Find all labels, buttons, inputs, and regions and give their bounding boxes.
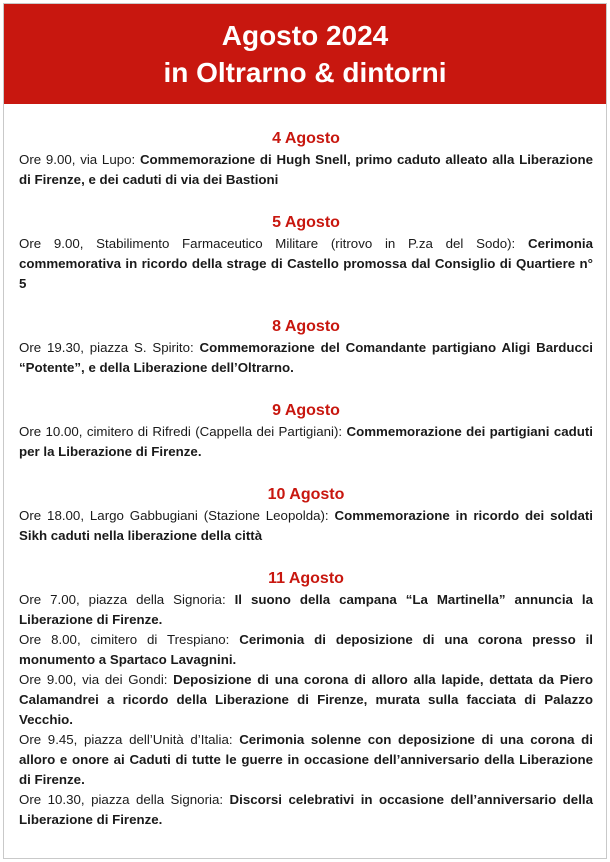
event-item	[19, 338, 593, 378]
section-9-agosto	[19, 400, 593, 462]
event-description: Cerimonia di deposizione di una corona presso il monumento a Spartaco Lavagnini.	[19, 632, 593, 667]
section-date: 11 Agosto	[268, 570, 344, 587]
event-description: Deposizione di una corona di alloro alla lapide, dettata da Piero Calamandrei a ricordo della Liberazione di Firenze, murata sulla facciata di Palazzo Vecchio.	[19, 672, 593, 727]
event-description: Discorsi celebrativi in occasione dell’anniversario della Liberazione di Firenze.	[19, 792, 593, 827]
event-item	[19, 234, 593, 294]
event-description: Commemorazione del Comandante partigiano Aligi Barducci “Potente”, e della Liberazione dell’Oltrarno.	[19, 340, 593, 375]
section-date: 4 Agosto	[272, 130, 340, 147]
event-time-place: Ore 10.30, piazza della Signoria:	[19, 792, 230, 807]
event-time-place: Ore 7.00, piazza della Signoria:	[19, 592, 235, 607]
event-time-place: Ore 9.00, via Lupo:	[19, 152, 140, 167]
section-date: 10 Agosto	[267, 486, 345, 503]
event-description: Commemorazione in ricordo dei soldati Sikh caduti nella liberazione della città	[19, 508, 593, 543]
event-item	[19, 630, 593, 670]
event-item	[19, 506, 593, 546]
event-time-place: Ore 9.00, Stabilimento Farmaceutico Militare (ritrovo in P.za del Sodo):	[19, 236, 528, 251]
event-description: Cerimonia commemorativa in ricordo della strage di Castello promossa dal Consiglio di Quartiere n° 5	[19, 236, 593, 291]
event-item	[19, 422, 593, 462]
event-description: Commemorazione di Hugh Snell, primo caduto alleato alla Liberazione di Firenze, e dei caduti di via dei Bastioni	[19, 152, 593, 187]
event-description: Commemorazione dei partigiani caduti per la Liberazione di Firenze.	[19, 424, 593, 459]
header-title-line2: in Oltrarno & dintorni	[163, 57, 447, 88]
event-item	[19, 730, 593, 790]
event-time-place: Ore 8.00, cimitero di Trespiano:	[19, 632, 240, 647]
event-description: Cerimonia solenne con deposizione di una corona di alloro e onore ai Caduti di tutte le guerre in occasione dell’anniversario della Liberazione di Firenze.	[19, 732, 593, 787]
event-item	[19, 150, 593, 190]
section-10-agosto	[19, 484, 593, 546]
event-item	[19, 670, 593, 730]
section-11-agosto	[19, 568, 593, 830]
event-description: Il suono della campana “La Martinella” annuncia la Liberazione di Firenze.	[19, 592, 593, 627]
section-date: 9 Agosto	[272, 402, 340, 419]
event-time-place: Ore 10.00, cimitero di Rifredi (Cappella dei Partigiani):	[19, 424, 347, 439]
header-title-line1: Agosto 2024	[221, 20, 389, 51]
section-8-agosto	[19, 316, 593, 378]
events-list	[19, 128, 593, 830]
section-date: 5 Agosto	[272, 214, 340, 231]
section-date: 8 Agosto	[272, 318, 340, 335]
event-time-place: Ore 19.30, piazza S. Spirito:	[19, 340, 200, 355]
poster-frame	[3, 3, 607, 859]
section-4-agosto	[19, 128, 593, 190]
event-time-place: Ore 18.00, Largo Gabbugiani (Stazione Leopolda):	[19, 508, 335, 523]
header-banner	[4, 4, 606, 104]
event-time-place: Ore 9.00, via dei Gondi:	[19, 672, 174, 687]
event-time-place: Ore 9.45, piazza dell’Unità d’Italia:	[19, 732, 240, 747]
event-item	[19, 590, 593, 630]
event-item	[19, 790, 593, 830]
section-5-agosto	[19, 212, 593, 294]
